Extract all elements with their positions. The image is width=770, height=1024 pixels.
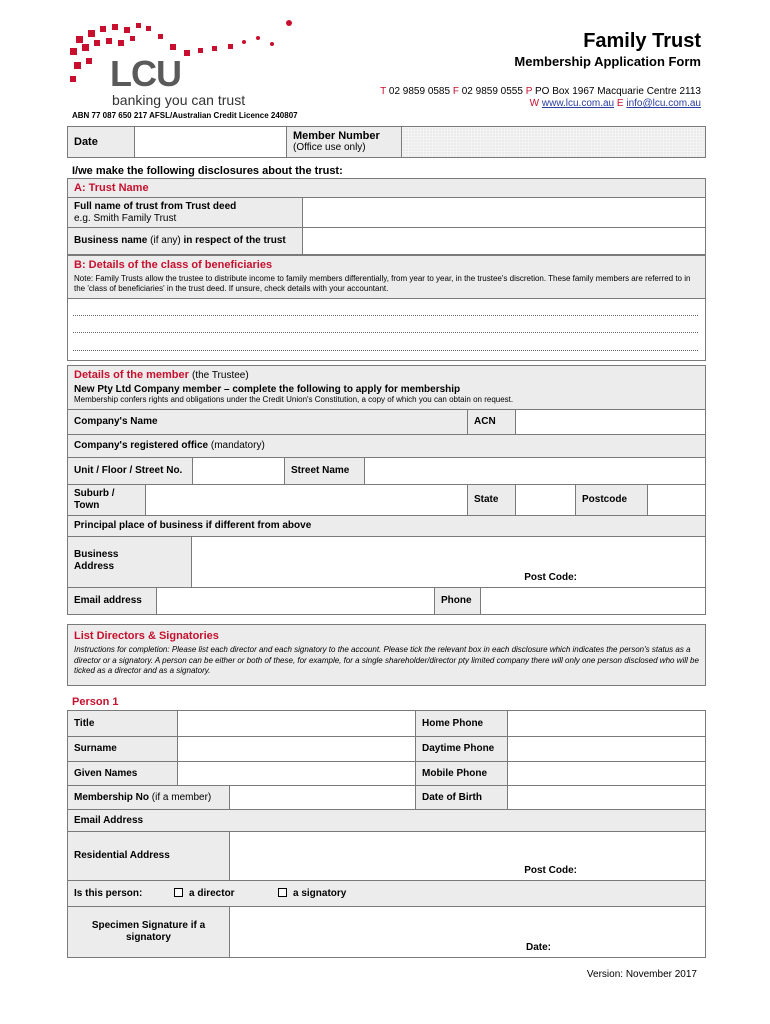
dob-field[interactable] [508,786,706,810]
residential-address-field[interactable] [230,832,706,881]
company-heading: New Pty Ltd Company member – complete the following to apply for membership [74,384,461,395]
business-address-row [67,536,706,588]
email-link[interactable]: info@lcu.com.au [626,98,701,109]
suburb-field[interactable] [146,485,468,516]
given-names-label: Given Names [68,762,178,787]
signature-date-label: Date: [525,942,551,953]
section-b-header: B: Details of the class of beneficiaries Note: Family Trusts allow the trustee to distribute income to family members differentially, from year to year, in the trustee's discretion. These family members are referred to in the 'class of beneficiaries' in the trust deed. If unsure, check details with your accountant. [67,255,706,299]
beneficiaries-line-3 [73,350,698,351]
date-label: Date [68,127,135,158]
suburb-row [67,484,706,516]
dob-label: Date of Birth [416,786,508,810]
acn-field[interactable] [516,410,706,435]
business-post-code-label: Post Code: [524,572,577,583]
person-1-membership-row [67,785,706,810]
given-names-field[interactable] [178,762,416,787]
person-1-email-row [67,809,706,832]
home-phone-field[interactable] [508,711,706,737]
postal-address: PO Box 1967 Macquarie Centre 2113 [532,86,701,97]
specimen-signature-field[interactable] [230,907,706,958]
principal-place-row [67,515,706,537]
email-address-field[interactable] [157,588,435,615]
member-section-title: Details of the member [74,369,189,381]
fax-number: 02 9859 0555 [458,86,526,97]
version-footer: Version: November 2017 [586,969,697,980]
company-note: Membership confers rights and obligations under the Credit Union's Constitution, a copy of which you can obtain on request. [74,395,514,404]
mobile-phone-field[interactable] [508,762,706,787]
person-email-label: Email Address [68,810,706,832]
person-status-cell [68,881,706,907]
postal-prefix: P [525,86,533,97]
date-member-row [67,126,706,158]
acn-label: ACN [468,410,516,435]
fax-prefix: F [452,86,459,97]
director-checkbox[interactable] [174,888,183,897]
date-field[interactable] [135,127,287,158]
signatory-option[interactable]: a signatory [278,888,346,900]
unit-label: Unit / Floor / Street No. [68,458,193,485]
logo-wordmark: LCU [110,53,181,94]
signatory-checkbox[interactable] [278,888,287,897]
residential-post-code-label: Post Code: [524,865,577,876]
email-prefix: E [616,98,624,109]
membership-no-label: Membership No (if a member) [68,786,230,810]
membership-no-field[interactable] [230,786,416,810]
member-number-field [402,127,706,158]
phone-label: Phone [435,588,481,615]
registered-office-label: Company's registered office (mandatory) [68,435,706,458]
section-b-note: Note: Family Trusts allow the trustee to distribute income to family members differentially, from year to year, in the trustee's discretion. These family members are referred to in the 'class of beneficiaries' in the trust deed. If unsure, check details with your accountant. [74,274,691,293]
daytime-phone-label: Daytime Phone [416,737,508,762]
company-name-label: Company's Name [68,410,468,435]
street-name-label: Street Name [285,458,365,485]
surname-label: Surname [68,737,178,762]
beneficiaries-field[interactable] [67,298,706,361]
postcode-field[interactable] [648,485,706,516]
residential-address-label: Residential Address [68,832,230,881]
member-section-paren: (the Trustee) [191,370,249,381]
member-number-label: Member Number (Office use only) [287,127,402,158]
director-option[interactable]: a director [174,888,235,900]
business-address-field[interactable] [192,537,706,588]
state-field[interactable] [516,485,576,516]
abn-line: ABN 77 087 650 217 AFSL/Australian Credit Licence 240807 [72,111,298,120]
suburb-label: Suburb / Town [68,485,146,516]
contact-line-2 [530,98,701,109]
company-name-row [67,409,706,435]
is-this-person-label: Is this person: [74,887,143,899]
trust-full-name-label: Full name of trust from Trust deed e.g. Smith Family Trust [68,198,303,228]
title-field[interactable] [178,711,416,737]
beneficiaries-line-1 [73,315,698,316]
directors-instructions: Instructions for completion: Please list each director and each signatory to the account. Please tick the relevant box in each disclosure which indicates the person's status as a director or a signatory. A person can be either or both of these, for example, for a single shareholder/director pty limited company there will only one person disclosed who will be ticked as a director and as a signatory. [74,645,699,675]
person-1-status-row [67,880,706,907]
disclosure-intro: I/we make the following disclosures about the trust: [72,165,343,177]
phone-number: 02 9859 0585 [386,86,453,97]
page-subtitle: Membership Application Form [514,54,701,69]
principal-place-label: Principal place of business if different from above [68,516,706,537]
registered-office-row [67,434,706,458]
section-a-header: A: Trust Name [67,178,706,198]
postcode-label: Postcode [576,485,648,516]
home-phone-label: Home Phone [416,711,508,737]
business-name-field[interactable] [303,228,706,255]
surname-field[interactable] [178,737,416,762]
unit-field[interactable] [193,458,285,485]
beneficiaries-line-2 [73,332,698,333]
email-phone-row [67,587,706,615]
state-label: State [468,485,516,516]
person-1-heading: Person 1 [72,696,119,708]
person-1-residential-row [67,831,706,881]
directors-header: List Directors & Signatories Instructions for completion: Please list each director and each signatory to the account. Please tick the relevant box in each disclosure which indicates the person's status as a director or a signatory. A person can be either or both of these, for example, for a single shareholder/director pty limited company there will only one person disclosed who will be ticked as a director and as a signatory. [67,624,706,686]
email-address-label: Email address [68,588,157,615]
phone-field[interactable] [481,588,706,615]
page-title: Family Trust [583,30,701,52]
web-prefix: W [529,98,540,109]
contact-line-1 [380,86,701,97]
lcu-logo [66,18,296,108]
website-link[interactable]: www.lcu.com.au [541,98,615,109]
member-section-header [67,365,706,410]
mobile-phone-label: Mobile Phone [416,762,508,787]
phone-prefix: T [380,86,387,97]
person-1-table [67,710,706,787]
street-name-field[interactable] [365,458,706,485]
title-label: Title [68,711,178,737]
logo-tagline: banking you can trust [112,92,246,108]
specimen-signature-label: Specimen Signature if a signatory [68,907,230,958]
section-a-table [67,197,706,255]
trust-full-name-field[interactable] [303,198,706,228]
business-name-label: Business name (if any) in respect of the trust [68,228,303,255]
daytime-phone-field[interactable] [508,737,706,762]
street-row [67,457,706,485]
business-address-label: Business Address [68,537,192,588]
person-1-signature-row [67,906,706,958]
